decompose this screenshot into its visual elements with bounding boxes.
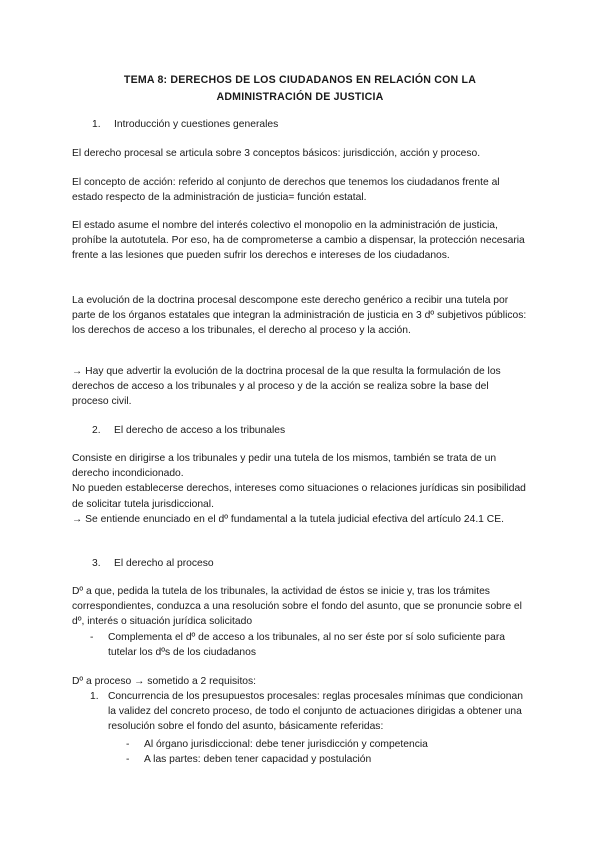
- paragraph-estado-monopolio: El estado asume el nombre del interés colectivo el monopolio en la administración de justicia, prohíbe la autotutela. Por eso, ha de comprometerse a cambio a dispensar, la protección necesaria frente a las lesiones que pueden sufrir los derechos e intereses de los ciudadanos.: [72, 220, 525, 262]
- sub-item-organo: Al órgano jurisdiccional: debe tener jurisdicción y competencia: [144, 739, 428, 750]
- title-line-2: ADMINISTRACIÓN DE JUSTICIA: [216, 91, 384, 103]
- section-3-title: El derecho al proceso: [114, 558, 214, 569]
- paragraph-concepto-accion: El concepto de acción: referido al conjunto de derechos que tenemos los ciudadanos frente al estado respecto de la administración de justicia= función estatal.: [72, 177, 500, 204]
- section-1-title: Introducción y cuestiones generales: [114, 119, 279, 130]
- document-title: [70, 72, 530, 106]
- paragraph-requisitos: Dº a proceso → sometido a 2 requisitos:: [72, 676, 257, 687]
- title-line-1: TEMA 8: DERECHOS DE LOS CIUDADANOS EN RELACIÓN CON LA: [123, 74, 477, 86]
- sub-dash-marker: -: [126, 739, 130, 750]
- section-2-number: 2.: [92, 425, 101, 436]
- acceso-line-art-24: → Se entiende enunciado en el dº fundamental a la tutela judicial efectiva del artículo 24.1 CE.: [72, 513, 504, 525]
- sub-dash-marker: -: [126, 754, 130, 765]
- paragraph-acceso-tribunales: [72, 451, 528, 527]
- ordered-list-item: [90, 689, 530, 735]
- section-1-heading: [92, 117, 278, 132]
- paragraph-conceptos: El derecho procesal se articula sobre 3 conceptos básicos: jurisdicción, acción y proceso.: [72, 148, 481, 159]
- section-1-number: 1.: [92, 119, 101, 130]
- section-2-title: El derecho de acceso a los tribunales: [114, 425, 286, 436]
- section-2-heading: [92, 423, 285, 438]
- acceso-line-consiste: Consiste en dirigirse a los tribunales y pedir una tutela de los mismos, también se trata de un derecho incondicionado.: [72, 453, 497, 480]
- section-3-number: 3.: [92, 558, 101, 569]
- dash-marker: -: [90, 632, 94, 643]
- sub-item-partes: A las partes: deben tener capacidad y postulación: [144, 754, 372, 765]
- ordered-list-number: 1.: [90, 691, 99, 702]
- acceso-line-no-pueden: No pueden establecerse derechos, intereses como situaciones o relaciones jurídicas sin posibilidad de solicitar tutela jurisdiccional.: [72, 483, 526, 510]
- dash-item-text: Complementa el dº de acceso a los tribunales, al no ser éste por sí solo suficiente para tutelar los dºs de los ciudadanos: [108, 632, 505, 659]
- paragraph-derecho-proceso: Dº a que, pedida la tutela de los tribunales, la actividad de éstos se inicie y, tras los trámites correspondientes, conduzca a una resolución sobre el fondo del asunto, que se pronuncie sobre el dº, interés o situación jurídica solicitado: [72, 586, 522, 628]
- sub-list-item: [126, 752, 371, 767]
- section-3-heading: [92, 556, 214, 571]
- paragraph-advertencia: → Hay que advertir la evolución de la doctrina procesal de la que resulta la formulación de los derechos de acceso a los tribunales y al proceso y de la acción se realiza sobre la base del proceso civil.: [72, 366, 501, 408]
- sub-list-item: [126, 737, 428, 752]
- dash-list-item: [90, 630, 530, 660]
- ordered-list-text: Concurrencia de los presupuestos procesales: reglas procesales mínimas que condicionan la validez del concreto proceso, de todo el conjunto de actuaciones dirigidas a obtener una resolución sobre el fondo del asunto, básicamente referidas:: [108, 691, 523, 733]
- paragraph-evolucion-doctrina: La evolución de la doctrina procesal descompone este derecho genérico a recibir una tutela por parte de los órganos estatales que integran la administración de justicia en 3 dº subjetivos públicos: los derechos de acceso a los tribunales, el derecho al proceso y la acción.: [72, 295, 527, 337]
